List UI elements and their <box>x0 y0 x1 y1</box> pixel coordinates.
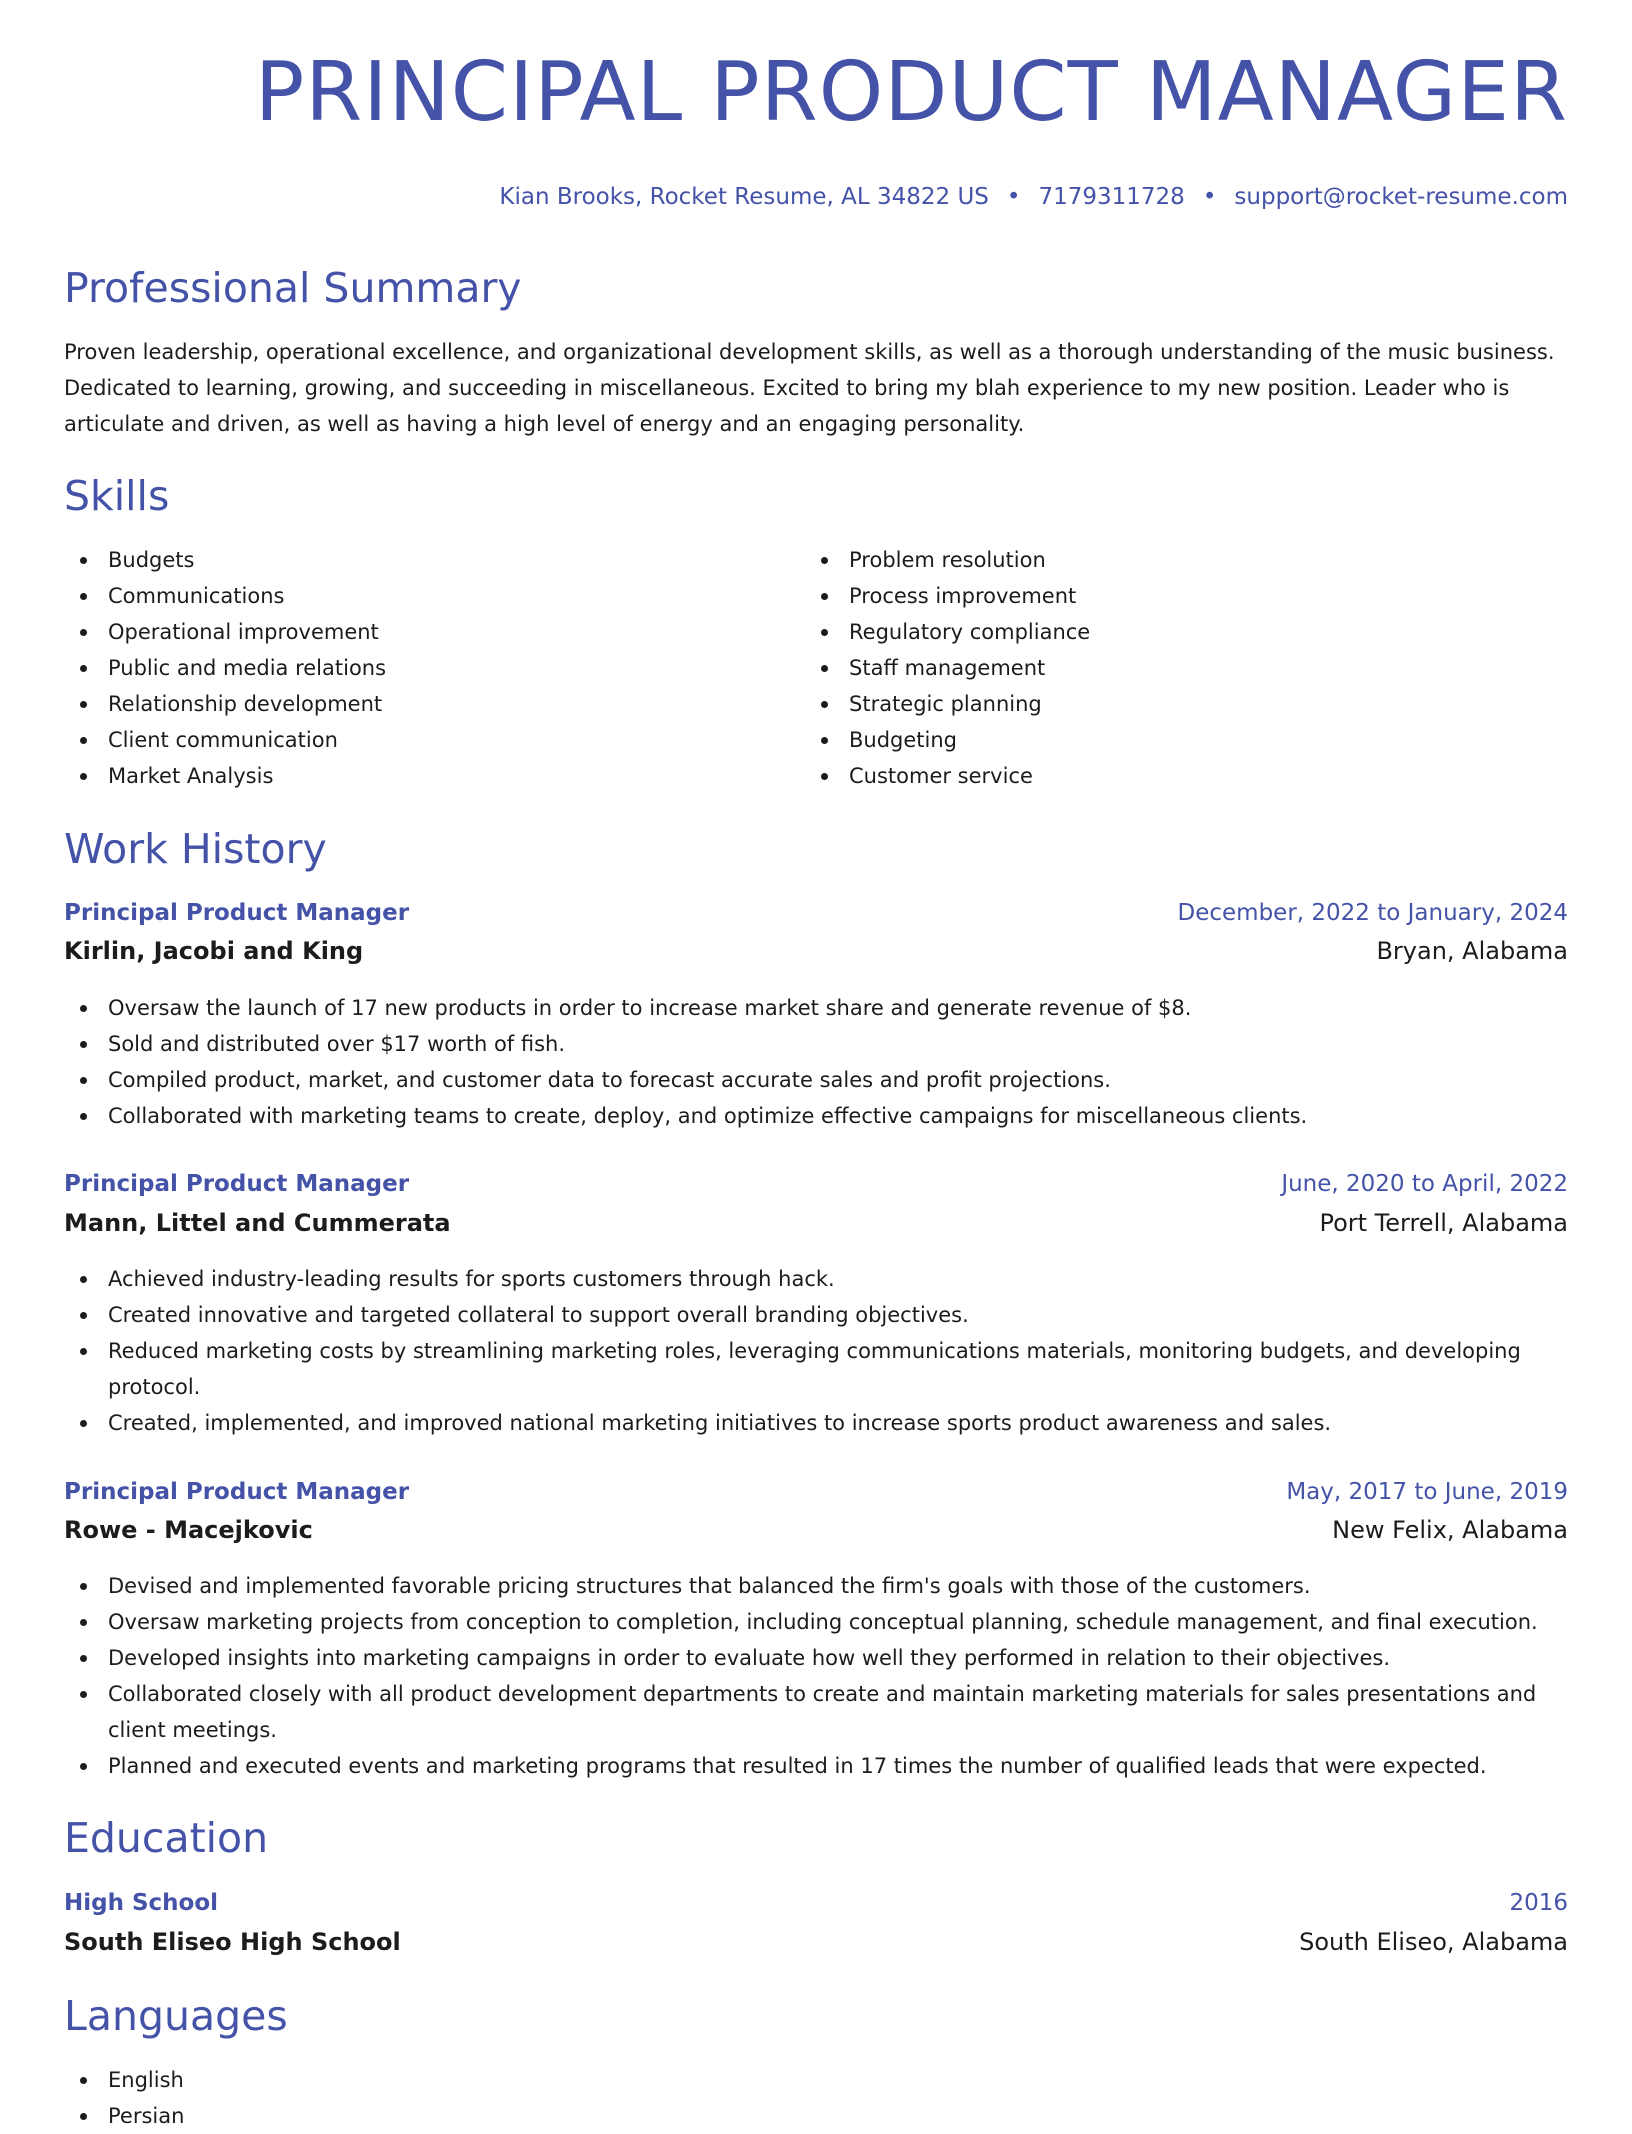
skills-heading: Skills <box>64 472 170 520</box>
job-bullet: Achieved industry-leading results for sports customers through hack. <box>64 1261 1570 1297</box>
skill-item: Public and media relations <box>64 650 764 686</box>
job-dates: December, 2022 to January, 2024 <box>1177 900 1568 926</box>
job-location: New Felix, Alabama <box>1332 1516 1568 1544</box>
job-location: Bryan, Alabama <box>1376 937 1568 965</box>
contact-line <box>499 183 1568 211</box>
job-bullet: Oversaw marketing projects from conception to completion, including conceptual planning, schedule management, and final execution. <box>64 1604 1570 1640</box>
education-location: South Eliseo, Alabama <box>1299 1928 1568 1956</box>
languages-list <box>64 2062 764 2134</box>
skill-item: Budgeting <box>805 722 1565 758</box>
languages-heading: Languages <box>64 1992 288 2040</box>
job-bullets <box>64 1568 1570 1784</box>
education-year: 2016 <box>1509 1890 1568 1916</box>
job-bullet: Created innovative and targeted collateral to support overall branding objectives. <box>64 1297 1570 1333</box>
language-item: English <box>64 2062 764 2098</box>
job-bullet: Sold and distributed over $17 worth of fish. <box>64 1026 1570 1062</box>
education-degree: High School <box>64 1890 219 1916</box>
job-dates: May, 2017 to June, 2019 <box>1286 1479 1568 1505</box>
job-bullet: Created, implemented, and improved national marketing initiatives to increase sports product awareness and sales. <box>64 1405 1570 1441</box>
contact-separator: • <box>1006 184 1021 210</box>
job-company: Rowe - Macejkovic <box>64 1516 313 1544</box>
skill-item: Problem resolution <box>805 542 1565 578</box>
skills-list-left <box>64 542 764 794</box>
skill-item: Relationship development <box>64 686 764 722</box>
skills-list-right <box>805 542 1565 794</box>
summary-heading: Professional Summary <box>64 264 522 312</box>
skill-item: Budgets <box>64 542 764 578</box>
skill-item: Regulatory compliance <box>805 614 1565 650</box>
skill-item: Client communication <box>64 722 764 758</box>
contact-phone: 7179311728 <box>1038 184 1185 210</box>
skill-item: Market Analysis <box>64 758 764 794</box>
job-bullet: Developed insights into marketing campaigns in order to evaluate how well they performed in relation to their objectives. <box>64 1640 1570 1676</box>
education-school: South Eliseo High School <box>64 1928 401 1956</box>
skill-item: Process improvement <box>805 578 1565 614</box>
job-company: Kirlin, Jacobi and King <box>64 937 364 965</box>
page-title: PRINCIPAL PRODUCT MANAGER <box>254 45 1568 140</box>
job-title: Principal Product Manager <box>64 1171 410 1197</box>
skill-item: Customer service <box>805 758 1565 794</box>
language-item: Persian <box>64 2098 764 2134</box>
skill-item: Staff management <box>805 650 1565 686</box>
job-bullet: Reduced marketing costs by streamlining marketing roles, leveraging communications materials, monitoring budgets, and developing protocol. <box>64 1333 1570 1405</box>
skill-item: Strategic planning <box>805 686 1565 722</box>
work-heading: Work History <box>64 825 327 873</box>
job-bullet: Collaborated closely with all product development departments to create and maintain marketing materials for sales presentations and client meetings. <box>64 1676 1570 1748</box>
job-company: Mann, Littel and Cummerata <box>64 1209 451 1237</box>
job-title: Principal Product Manager <box>64 900 410 926</box>
skill-item: Operational improvement <box>64 614 764 650</box>
job-bullets <box>64 1261 1570 1441</box>
summary-text: Proven leadership, operational excellence, and organizational development skills, as well as a thorough understanding of the music business. Dedicated to learning, growing, and succeeding in miscellaneous. Excited to bring my blah experience to my new position. Leader who is articulate and driven, as well as having a high level of energy and an engaging personality. <box>64 340 1555 436</box>
job-title: Principal Product Manager <box>64 1479 410 1505</box>
education-heading: Education <box>64 1814 269 1862</box>
contact-address: Kian Brooks, Rocket Resume, AL 34822 US <box>499 184 989 210</box>
job-dates: June, 2020 to April, 2022 <box>1281 1171 1568 1197</box>
contact-separator: • <box>1202 184 1217 210</box>
skill-item: Communications <box>64 578 764 614</box>
job-location: Port Terrell, Alabama <box>1319 1209 1568 1237</box>
job-bullet: Oversaw the launch of 17 new products in order to increase market share and generate revenue of $8. <box>64 990 1570 1026</box>
contact-email[interactable]: support@rocket-resume.com <box>1234 184 1568 210</box>
job-bullet: Collaborated with marketing teams to create, deploy, and optimize effective campaigns for miscellaneous clients. <box>64 1098 1570 1134</box>
job-bullets <box>64 990 1570 1134</box>
job-bullet: Devised and implemented favorable pricing structures that balanced the firm's goals with those of the customers. <box>64 1568 1570 1604</box>
job-bullet: Compiled product, market, and customer data to forecast accurate sales and profit projections. <box>64 1062 1570 1098</box>
job-bullet: Planned and executed events and marketing programs that resulted in 17 times the number of qualified leads that were expected. <box>64 1748 1570 1784</box>
